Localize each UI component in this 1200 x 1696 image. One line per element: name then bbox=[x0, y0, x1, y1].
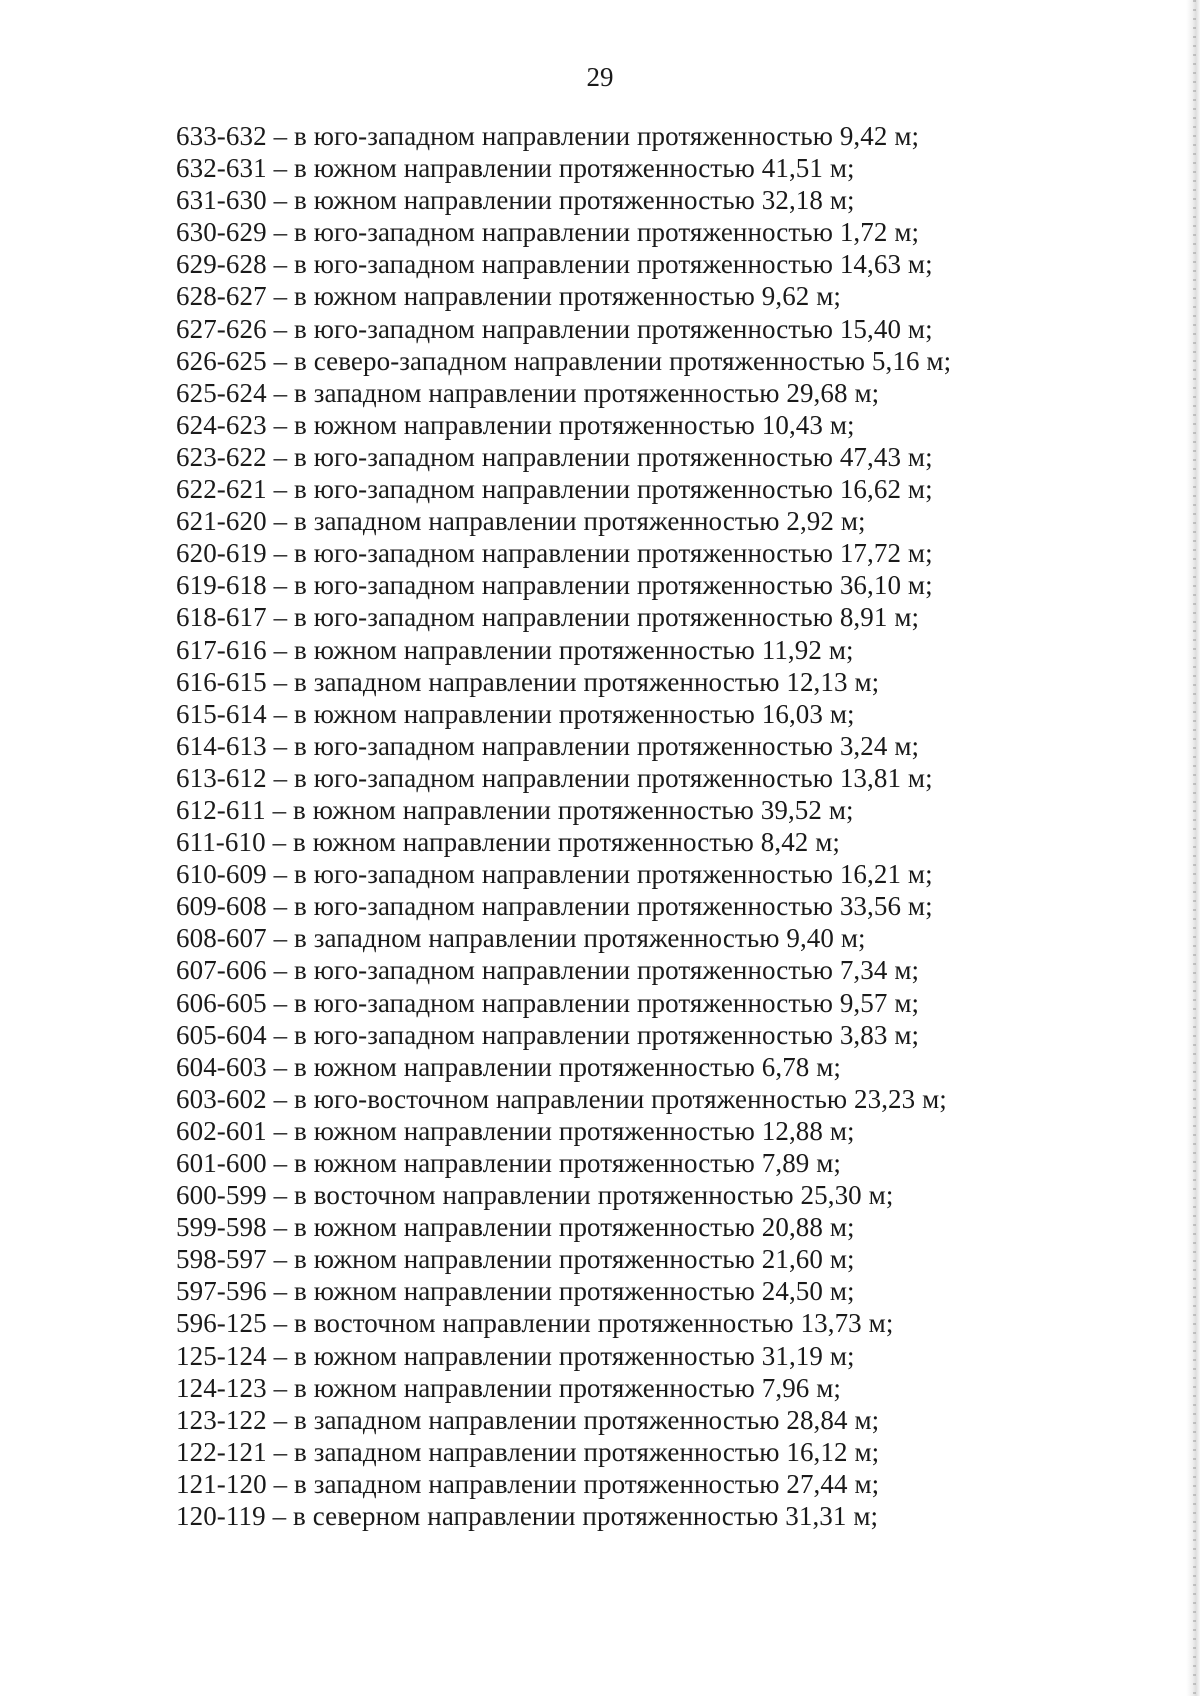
segment-label: 125-124 bbox=[176, 1340, 267, 1371]
dash-separator: – bbox=[273, 1212, 288, 1243]
page-number: 29 bbox=[586, 62, 614, 92]
list-item bbox=[176, 120, 1156, 152]
dash-separator: – bbox=[273, 153, 288, 184]
segment-label: 623-622 bbox=[176, 441, 267, 472]
segment-description: в южном направлении протяженностью 39,52 м; bbox=[293, 794, 854, 825]
dash-separator: – bbox=[273, 1115, 288, 1146]
list-item bbox=[176, 1083, 1156, 1115]
segment-label: 624-623 bbox=[176, 409, 267, 440]
segment-description: в западном направлении протяженностью 12,13 м; bbox=[294, 666, 880, 697]
segment-description: в южном направлении протяженностью 21,60 м; bbox=[294, 1244, 855, 1275]
dash-separator: – bbox=[273, 185, 288, 216]
segment-label: 608-607 bbox=[176, 923, 267, 954]
segment-label: 611-610 bbox=[176, 827, 266, 858]
list-item bbox=[176, 666, 1156, 698]
list-item bbox=[176, 216, 1156, 248]
list-item bbox=[176, 441, 1156, 473]
segment-label: 622-621 bbox=[176, 474, 267, 505]
list-item bbox=[176, 762, 1156, 794]
dash-separator: – bbox=[273, 1180, 288, 1211]
dash-separator: – bbox=[273, 923, 288, 954]
list-item bbox=[176, 345, 1156, 377]
list-item bbox=[176, 826, 1156, 858]
segment-description: в южном направлении протяженностью 7,89 м; bbox=[294, 1148, 842, 1178]
list-item bbox=[176, 1468, 1156, 1500]
list-item bbox=[176, 858, 1156, 890]
segment-label: 629-628 bbox=[176, 249, 267, 280]
segment-label: 121-120 bbox=[176, 1468, 267, 1499]
segment-label: 613-612 bbox=[176, 762, 267, 793]
dash-separator: – bbox=[273, 1083, 288, 1114]
list-item bbox=[176, 1436, 1156, 1468]
segment-label: 597-596 bbox=[176, 1276, 267, 1307]
boundary-description-list bbox=[176, 120, 1156, 1532]
segment-label: 631-630 bbox=[176, 185, 267, 216]
dash-separator: – bbox=[273, 730, 288, 761]
segment-label: 598-597 bbox=[176, 1244, 267, 1275]
list-item bbox=[176, 505, 1156, 537]
segment-label: 604-603 bbox=[176, 1051, 267, 1082]
segment-description: в южном направлении протяженностью 24,50 м; bbox=[294, 1276, 855, 1307]
list-item bbox=[176, 987, 1156, 1019]
segment-label: 619-618 bbox=[176, 570, 267, 601]
dash-separator: – bbox=[273, 1244, 288, 1275]
scan-edge-artifact bbox=[1193, 0, 1196, 1696]
dash-separator: – bbox=[273, 1308, 288, 1339]
dash-separator: – bbox=[273, 602, 288, 633]
segment-description: в юго-западном направлении протяженностью 8,91 м; bbox=[294, 602, 920, 633]
segment-label: 615-614 bbox=[176, 698, 267, 729]
segment-label: 609-608 bbox=[176, 891, 267, 922]
segment-label: 616-615 bbox=[176, 666, 267, 697]
list-item bbox=[176, 1500, 1156, 1532]
segment-description: в северо-западном направлении протяженностью 5,16 м; bbox=[294, 345, 952, 376]
segment-description: в восточном направлении протяженностью 25,30 м; bbox=[294, 1180, 894, 1211]
segment-label: 627-626 bbox=[176, 313, 267, 344]
segment-label: 626-625 bbox=[176, 345, 267, 376]
segment-label: 596-125 bbox=[176, 1308, 267, 1339]
list-item bbox=[176, 1243, 1156, 1275]
segment-label: 632-631 bbox=[176, 153, 267, 184]
list-item bbox=[176, 698, 1156, 730]
segment-description: в юго-западном направлении протяженностью 1,72 м; bbox=[294, 217, 920, 248]
segment-description: в южном направлении протяженностью 31,19 м; bbox=[294, 1340, 855, 1371]
segment-label: 625-624 bbox=[176, 377, 267, 408]
dash-separator: – bbox=[273, 859, 288, 890]
segment-description: в западном направлении протяженностью 2,92 м; bbox=[294, 506, 866, 537]
list-item bbox=[176, 280, 1156, 312]
dash-separator: – bbox=[273, 955, 288, 986]
segment-label: 628-627 bbox=[176, 281, 267, 312]
dash-separator: – bbox=[273, 698, 288, 729]
list-item bbox=[176, 313, 1156, 345]
dash-separator: – bbox=[273, 121, 288, 151]
list-item bbox=[176, 152, 1156, 184]
list-item bbox=[176, 634, 1156, 666]
segment-description: в юго-западном направлении протяженностью 3,24 м; bbox=[294, 730, 920, 761]
segment-label: 621-620 bbox=[176, 506, 267, 537]
segment-description: в юго-западном направлении протяженностью 16,62 м; bbox=[294, 474, 933, 505]
list-item bbox=[176, 601, 1156, 633]
dash-separator: – bbox=[273, 666, 288, 697]
dash-separator: – bbox=[273, 1436, 288, 1467]
dash-separator: – bbox=[273, 1148, 288, 1178]
list-item bbox=[176, 1404, 1156, 1436]
list-item bbox=[176, 1147, 1156, 1179]
segment-description: в южном направлении протяженностью 9,62 м; bbox=[294, 281, 842, 312]
segment-label: 120-119 bbox=[176, 1501, 266, 1532]
segment-description: в западном направлении протяженностью 27,44 м; bbox=[294, 1468, 880, 1499]
segment-description: в юго-западном направлении протяженностью 36,10 м; bbox=[294, 570, 933, 601]
segment-label: 606-605 bbox=[176, 987, 267, 1018]
dash-separator: – bbox=[273, 1372, 288, 1403]
dash-separator: – bbox=[272, 827, 287, 858]
segment-label: 630-629 bbox=[176, 217, 267, 248]
dash-separator: – bbox=[273, 1051, 288, 1082]
dash-separator: – bbox=[272, 1501, 287, 1532]
dash-separator: – bbox=[273, 313, 288, 344]
segment-description: в юго-западном направлении протяженностью 7,34 м; bbox=[294, 955, 920, 986]
segment-description: в южном направлении протяженностью 6,78 м; bbox=[294, 1051, 842, 1082]
segment-label: 605-604 bbox=[176, 1019, 267, 1050]
list-item bbox=[176, 1340, 1156, 1372]
dash-separator: – bbox=[273, 474, 288, 505]
list-item bbox=[176, 248, 1156, 280]
dash-separator: – bbox=[272, 794, 287, 825]
segment-label: 614-613 bbox=[176, 730, 267, 761]
list-item bbox=[176, 922, 1156, 954]
list-item bbox=[176, 1211, 1156, 1243]
segment-description: в юго-западном направлении протяженностью 15,40 м; bbox=[294, 313, 933, 344]
dash-separator: – bbox=[273, 538, 288, 569]
segment-description: в юго-восточном направлении протяженностью 23,23 м; bbox=[294, 1083, 947, 1114]
list-item bbox=[176, 1019, 1156, 1051]
segment-description: в юго-западном направлении протяженностью 33,56 м; bbox=[294, 891, 933, 922]
segment-description: в западном направлении протяженностью 29,68 м; bbox=[294, 377, 880, 408]
dash-separator: – bbox=[273, 506, 288, 537]
segment-description: в юго-западном направлении протяженностью 47,43 м; bbox=[294, 441, 933, 472]
segment-label: 612-611 bbox=[176, 794, 266, 825]
segment-label: 601-600 bbox=[176, 1148, 267, 1178]
list-item bbox=[176, 537, 1156, 569]
dash-separator: – bbox=[273, 987, 288, 1018]
segment-description: в юго-западном направлении протяженностью 9,42 м; bbox=[294, 121, 920, 151]
segment-description: в южном направлении протяженностью 11,92 м; bbox=[294, 634, 854, 665]
segment-label: 123-122 bbox=[176, 1404, 267, 1435]
list-item bbox=[176, 1051, 1156, 1083]
list-item bbox=[176, 377, 1156, 409]
list-item bbox=[176, 890, 1156, 922]
segment-description: в южном направлении протяженностью 8,42 м; bbox=[293, 827, 841, 858]
segment-description: в западном направлении протяженностью 16,12 м; bbox=[294, 1436, 880, 1467]
segment-label: 122-121 bbox=[176, 1436, 267, 1467]
dash-separator: – bbox=[273, 409, 288, 440]
dash-separator: – bbox=[273, 249, 288, 280]
segment-label: 620-619 bbox=[176, 538, 267, 569]
segment-label: 610-609 bbox=[176, 859, 267, 890]
segment-description: в юго-западном направлении протяженностью 16,21 м; bbox=[294, 859, 933, 890]
segment-description: в южном направлении протяженностью 7,96 м; bbox=[294, 1372, 842, 1403]
dash-separator: – bbox=[273, 345, 288, 376]
segment-description: в северном направлении протяженностью 31,31 м; bbox=[293, 1501, 879, 1532]
dash-separator: – bbox=[273, 377, 288, 408]
segment-label: 603-602 bbox=[176, 1083, 267, 1114]
segment-description: в южном направлении протяженностью 32,18 м; bbox=[294, 185, 855, 216]
segment-description: в южном направлении протяженностью 16,03 м; bbox=[294, 698, 855, 729]
dash-separator: – bbox=[273, 281, 288, 312]
list-item bbox=[176, 794, 1156, 826]
segment-description: в южном направлении протяженностью 12,88 м; bbox=[294, 1115, 855, 1146]
dash-separator: – bbox=[273, 762, 288, 793]
segment-label: 124-123 bbox=[176, 1372, 267, 1403]
list-item bbox=[176, 1275, 1156, 1307]
segment-description: в юго-западном направлении протяженностью 14,63 м; bbox=[294, 249, 933, 280]
dash-separator: – bbox=[273, 891, 288, 922]
segment-label: 618-617 bbox=[176, 602, 267, 633]
dash-separator: – bbox=[273, 217, 288, 248]
dash-separator: – bbox=[273, 1340, 288, 1371]
dash-separator: – bbox=[273, 1404, 288, 1435]
segment-description: в юго-западном направлении протяженностью 17,72 м; bbox=[294, 538, 933, 569]
list-item bbox=[176, 954, 1156, 986]
dash-separator: – bbox=[273, 1468, 288, 1499]
segment-label: 599-598 bbox=[176, 1212, 267, 1243]
segment-label: 602-601 bbox=[176, 1115, 267, 1146]
dash-separator: – bbox=[273, 441, 288, 472]
list-item bbox=[176, 1372, 1156, 1404]
list-item bbox=[176, 184, 1156, 216]
segment-description: в юго-западном направлении протяженностью 3,83 м; bbox=[294, 1019, 920, 1050]
segment-label: 607-606 bbox=[176, 955, 267, 986]
segment-description: в южном направлении протяженностью 20,88 м; bbox=[294, 1212, 855, 1243]
dash-separator: – bbox=[273, 634, 288, 665]
list-item bbox=[176, 1179, 1156, 1211]
segment-description: в западном направлении протяженностью 28,84 м; bbox=[294, 1404, 880, 1435]
segment-description: в южном направлении протяженностью 41,51 м; bbox=[294, 153, 855, 184]
segment-label: 617-616 bbox=[176, 634, 267, 665]
segment-description: в южном направлении протяженностью 10,43 м; bbox=[294, 409, 855, 440]
list-item bbox=[176, 1115, 1156, 1147]
segment-label: 633-632 bbox=[176, 121, 267, 151]
segment-label: 600-599 bbox=[176, 1180, 267, 1211]
dash-separator: – bbox=[273, 570, 288, 601]
list-item bbox=[176, 569, 1156, 601]
dash-separator: – bbox=[273, 1276, 288, 1307]
list-item bbox=[176, 473, 1156, 505]
segment-description: в западном направлении протяженностью 9,40 м; bbox=[294, 923, 866, 954]
segment-description: в восточном направлении протяженностью 13,73 м; bbox=[294, 1308, 894, 1339]
list-item bbox=[176, 1307, 1156, 1339]
list-item bbox=[176, 409, 1156, 441]
list-item bbox=[176, 730, 1156, 762]
dash-separator: – bbox=[273, 1019, 288, 1050]
segment-description: в юго-западном направлении протяженностью 9,57 м; bbox=[294, 987, 920, 1018]
segment-description: в юго-западном направлении протяженностью 13,81 м; bbox=[294, 762, 933, 793]
